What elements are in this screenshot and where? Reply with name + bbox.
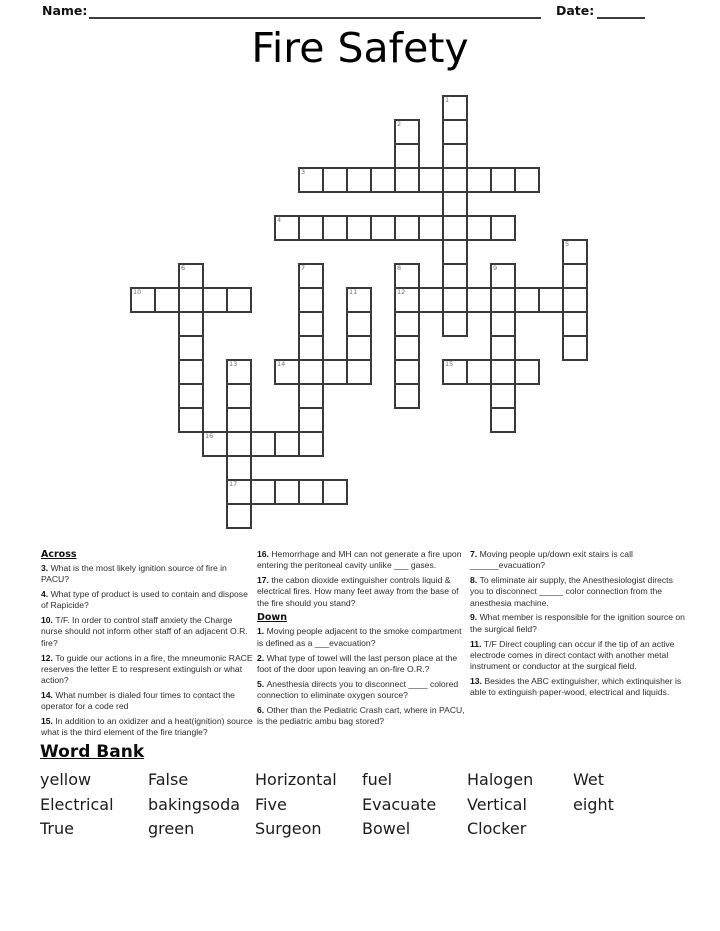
date-input-line[interactable] xyxy=(597,1,645,19)
clue-11: 11. T/F Direct coupling can occur if the tip of an active electrode comes in direct contact with another metal instrument or conductor at the surgical field. xyxy=(470,638,675,672)
grid-cell[interactable] xyxy=(490,359,516,385)
clue-number-label: 2. xyxy=(257,652,267,663)
word-bank-row xyxy=(40,768,700,793)
grid-cell[interactable] xyxy=(466,287,492,313)
grid-cell[interactable] xyxy=(442,239,468,265)
grid-cell[interactable] xyxy=(274,479,300,505)
grid-cell[interactable] xyxy=(226,287,252,313)
grid-cell[interactable] xyxy=(226,455,252,481)
grid-cell[interactable] xyxy=(562,287,588,313)
clue-16: 16. Hemorrhage and MH can not generate a fire upon entering the peritoneal cavity unlike ___ gases. xyxy=(257,549,462,571)
grid-cell[interactable] xyxy=(322,359,348,385)
grid-cell[interactable] xyxy=(226,431,252,457)
cell-number: 17 xyxy=(229,480,238,488)
grid-cell[interactable] xyxy=(178,383,204,409)
grid-cell[interactable] xyxy=(562,239,588,265)
clues-column-right xyxy=(470,549,687,702)
clue-number-label: 6. xyxy=(257,704,267,715)
grid-cell[interactable] xyxy=(226,359,252,385)
grid-cell[interactable] xyxy=(178,287,204,313)
word-bank-word: fuel xyxy=(362,770,393,789)
grid-cell[interactable] xyxy=(274,215,300,241)
cell-number: 11 xyxy=(349,288,358,296)
clue-number-label: 16. xyxy=(257,549,272,559)
grid-cell[interactable] xyxy=(322,167,348,193)
clue-15: 15. In addition to an oxidizer and a heat(ignition) source what is the third element of the fire triangle? xyxy=(41,716,253,738)
grid-cell[interactable] xyxy=(562,311,588,337)
grid-cell[interactable] xyxy=(154,287,180,313)
grid-cell[interactable] xyxy=(490,215,516,241)
clue-10: 10. T/F. In order to control staff anxiety the Charge nurse should not inform other staff of an adjacent O.R. fire? xyxy=(41,615,248,648)
cell-number: 16 xyxy=(205,432,214,440)
clue-7: 7. Moving people up/down exit stairs is call ______evacuation? xyxy=(470,549,633,571)
grid-cell[interactable] xyxy=(394,335,420,361)
grid-cell[interactable] xyxy=(490,167,516,193)
grid-cell[interactable] xyxy=(322,215,348,241)
clue-number-label: 17. xyxy=(257,575,272,586)
word-bank-word: Horizontal xyxy=(255,770,337,789)
clues-section-header-down: Down xyxy=(257,612,287,624)
grid-cell[interactable] xyxy=(514,359,540,385)
date-label: Date: xyxy=(556,3,595,18)
grid-cell[interactable] xyxy=(322,479,348,505)
word-bank-word: True xyxy=(40,819,74,838)
grid-cell[interactable] xyxy=(442,215,468,241)
grid-cell[interactable] xyxy=(442,311,468,337)
word-bank-row xyxy=(40,817,700,842)
clue-number-label: 7. xyxy=(470,549,480,559)
grid-cell[interactable] xyxy=(562,263,588,289)
grid-cell[interactable] xyxy=(394,215,420,241)
word-bank-word: Five xyxy=(255,794,287,814)
clue-number-label: 11. xyxy=(470,638,484,649)
grid-cell[interactable] xyxy=(298,359,324,385)
name-date-row xyxy=(0,0,720,22)
grid-cell[interactable] xyxy=(346,215,372,241)
page-title: Fire Safety xyxy=(251,24,469,72)
grid-cell[interactable] xyxy=(346,167,372,193)
crossword-grid xyxy=(131,96,587,528)
word-bank-word: False xyxy=(148,770,189,789)
grid-cell[interactable] xyxy=(394,143,420,169)
clue-number-label: 9. xyxy=(470,612,480,623)
clue-number-label: 12. xyxy=(41,652,56,663)
word-bank-word: bakingsoda xyxy=(148,794,241,814)
grid-cell[interactable] xyxy=(346,311,372,337)
grid-cell[interactable] xyxy=(490,287,516,313)
word-bank-header: Word Bank xyxy=(40,742,145,762)
cell-number: 4 xyxy=(277,216,282,224)
clues-column-middle xyxy=(257,549,466,731)
clue-8: 8. To eliminate air supply, the Anesthesiologist directs you to disconnect _____ color connection from the anesthesia machine. xyxy=(470,575,673,608)
grid-cell[interactable] xyxy=(178,359,204,385)
cell-number: 14 xyxy=(277,360,286,368)
clue-number-label: 10. xyxy=(41,615,56,626)
word-bank-word: Bowel xyxy=(362,819,411,838)
cell-number: 3 xyxy=(301,168,306,176)
clue-number-label: 14. xyxy=(41,689,56,700)
clue-1: 1. Moving people adjacent to the smoke compartment is defined as a ___evacuation? xyxy=(257,626,462,648)
grid-cell[interactable] xyxy=(370,215,396,241)
grid-cell[interactable] xyxy=(394,359,420,385)
grid-cell[interactable] xyxy=(442,167,468,193)
cell-number: 1 xyxy=(445,96,450,104)
clue-9: 9. What member is responsible for the ignition source on the surgical field? xyxy=(470,612,685,634)
word-bank-rows xyxy=(40,768,700,842)
grid-cell[interactable] xyxy=(274,359,300,385)
grid-cell[interactable] xyxy=(442,95,468,121)
grid-cell[interactable] xyxy=(226,503,252,529)
grid-cell[interactable] xyxy=(466,167,492,193)
name-label: Name: xyxy=(42,3,88,18)
grid-cell[interactable] xyxy=(226,407,252,433)
grid-cell[interactable] xyxy=(490,311,516,337)
cell-number: 6 xyxy=(181,264,186,272)
cell-number: 7 xyxy=(301,264,306,272)
clues-column-left xyxy=(41,549,255,742)
cell-number: 8 xyxy=(397,264,402,272)
word-bank-row xyxy=(40,793,700,818)
clue-17: 17. the cabon dioxide extinguisher controls liquid & electrical fires. How many feet away from the base of the fire should you stand? xyxy=(257,575,459,608)
grid-cell[interactable] xyxy=(418,215,444,241)
cell-number: 10 xyxy=(133,288,142,296)
grid-cell[interactable] xyxy=(394,287,420,313)
clue-number-label: 13. xyxy=(470,675,485,686)
grid-cell[interactable] xyxy=(298,167,324,193)
cell-number: 15 xyxy=(445,360,454,368)
clue-number-label: 3. xyxy=(41,563,51,573)
clue-12: 12. To guide our actions in a fire, the mneumonic RACE reserves the letter E to respresent extinguish or what action? xyxy=(41,652,253,686)
grid-cell[interactable] xyxy=(490,263,516,289)
grid-cell[interactable] xyxy=(202,431,228,457)
grid-cell[interactable] xyxy=(202,287,228,313)
clue-3: 3. What is the most likely ignition source of fire in PACU? xyxy=(41,563,227,585)
grid-cell[interactable] xyxy=(442,359,468,385)
grid-cell[interactable] xyxy=(394,263,420,289)
clue-number-label: 8. xyxy=(470,575,480,586)
grid-cell[interactable] xyxy=(298,431,324,457)
clue-14: 14. What number is dialed four times to contact the operator for a code red xyxy=(41,689,235,712)
grid-cell[interactable] xyxy=(562,335,588,361)
grid-cell[interactable] xyxy=(178,335,204,361)
clue-2: 2. What type of towel will the last person place at the foot of the door upon leaving an on-fire O.R.? xyxy=(257,652,458,674)
clue-number-label: 1. xyxy=(257,626,267,637)
grid-cell[interactable] xyxy=(442,263,468,289)
word-bank-word: eight xyxy=(573,794,614,814)
word-bank-word: Halogen xyxy=(467,770,534,789)
grid-cell[interactable] xyxy=(226,479,252,505)
word-bank xyxy=(40,742,700,842)
word-bank-word: Clocker xyxy=(467,819,527,838)
clue-number-label: 15. xyxy=(41,716,56,727)
word-bank-word: Vertical xyxy=(467,794,527,814)
clues-section-header-across: Across xyxy=(41,549,77,560)
grid-cell[interactable] xyxy=(394,311,420,337)
grid-cell[interactable] xyxy=(298,383,324,409)
grid-cell[interactable] xyxy=(250,479,276,505)
grid-cell[interactable] xyxy=(514,167,540,193)
grid-cell[interactable] xyxy=(346,359,372,385)
clue-13: 13. Besides the ABC extinguisher, which extinquisher is able to extinguish paper-wood, electrical and liquids. xyxy=(470,675,682,698)
word-bank-word: Surgeon xyxy=(255,819,322,838)
grid-cell[interactable] xyxy=(298,215,324,241)
cell-number: 9 xyxy=(493,264,498,272)
grid-cell[interactable] xyxy=(442,143,468,169)
clue-4: 4. What type of product is used to contain and dispose of Rapicide? xyxy=(41,589,248,611)
clue-number-label: 4. xyxy=(41,589,51,600)
grid-cell[interactable] xyxy=(298,263,324,289)
grid-cell[interactable] xyxy=(370,167,396,193)
clue-6: 6. Other than the Pediatric Crash cart, where in PACU, is the pediatric ambu bag stored? xyxy=(257,704,465,727)
grid-cell[interactable] xyxy=(466,215,492,241)
word-bank-word: Evacuate xyxy=(362,794,437,814)
grid-cell[interactable] xyxy=(418,287,444,313)
cell-number: 5 xyxy=(565,240,570,248)
grid-cell[interactable] xyxy=(418,167,444,193)
word-bank-word: Wet xyxy=(573,770,604,789)
grid-cell[interactable] xyxy=(298,287,324,313)
grid-cell[interactable] xyxy=(178,263,204,289)
grid-cell[interactable] xyxy=(490,383,516,409)
grid-cell[interactable] xyxy=(298,311,324,337)
grid-cell[interactable] xyxy=(298,335,324,361)
grid-cell[interactable] xyxy=(178,407,204,433)
name-input-line[interactable] xyxy=(89,1,541,19)
grid-cell[interactable] xyxy=(538,287,564,313)
clue-5: 5. Anesthesia directs you to disconnect ____ colored connection to eliminate oxygen source? xyxy=(257,678,459,700)
grid-cell[interactable] xyxy=(514,287,540,313)
grid-cell[interactable] xyxy=(346,287,372,313)
word-bank-word: Electrical xyxy=(40,794,114,814)
word-bank-word: green xyxy=(148,819,195,838)
cell-number: 2 xyxy=(397,120,402,128)
grid-cell[interactable] xyxy=(394,167,420,193)
grid-cell[interactable] xyxy=(442,191,468,217)
grid-cell[interactable] xyxy=(298,407,324,433)
grid-cell[interactable] xyxy=(178,311,204,337)
grid-cell[interactable] xyxy=(130,287,156,313)
grid-cell[interactable] xyxy=(442,287,468,313)
clue-number-label: 5. xyxy=(257,678,267,689)
grid-cell[interactable] xyxy=(394,383,420,409)
word-bank-word: yellow xyxy=(40,770,92,789)
grid-cell[interactable] xyxy=(442,119,468,145)
grid-cell[interactable] xyxy=(490,407,516,433)
grid-cell[interactable] xyxy=(250,431,276,457)
grid-cell[interactable] xyxy=(298,479,324,505)
grid-cell[interactable] xyxy=(490,335,516,361)
grid-cell[interactable] xyxy=(394,119,420,145)
grid-cell[interactable] xyxy=(274,431,300,457)
grid-cell[interactable] xyxy=(346,335,372,361)
cell-number: 12 xyxy=(397,288,406,296)
grid-cell[interactable] xyxy=(226,383,252,409)
cell-number: 13 xyxy=(229,360,238,368)
grid-cell[interactable] xyxy=(466,359,492,385)
